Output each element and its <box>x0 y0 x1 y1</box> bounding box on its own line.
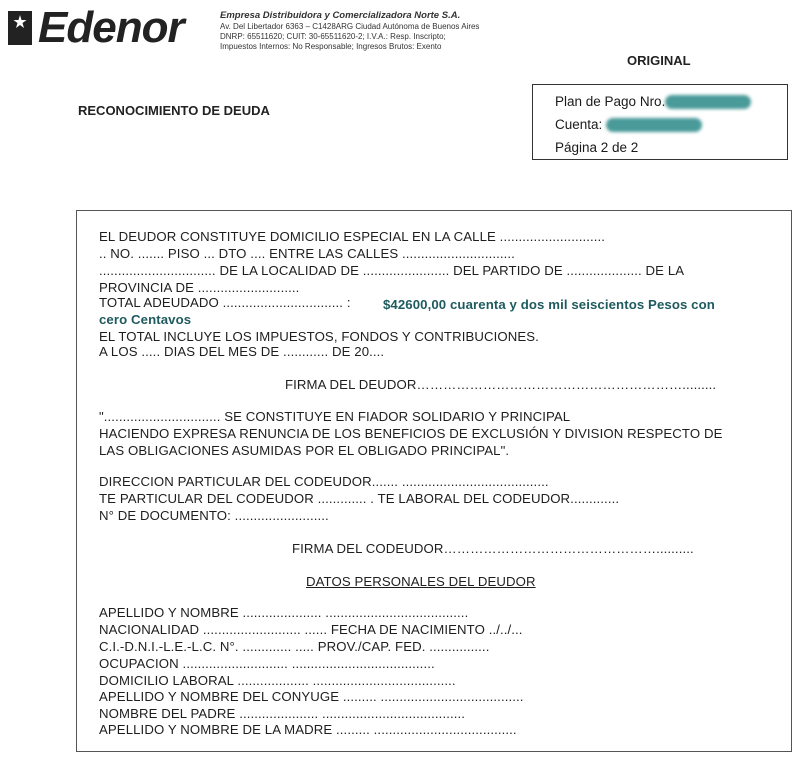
form-line: PROVINCIA DE ........................... <box>99 280 300 295</box>
total-owed-amount-cont: cero Centavos <box>99 312 192 327</box>
form-line: APELLIDO Y NOMBRE DEL CONYUGE ......... ...................................... <box>99 689 524 704</box>
copy-label: ORIGINAL <box>627 53 691 68</box>
company-tax-line-2: Impuestos Internos: No Responsable; Ingresos Brutos: Exento <box>220 42 442 51</box>
form-line: NOMBRE DEL PADRE ..................... ...................................... <box>99 706 466 721</box>
company-address: Av. Del Libertador 6363 – C1428ARG Ciudad Autónoma de Buenos Aires <box>220 22 480 31</box>
form-line: EL TOTAL INCLUYE LOS IMPUESTOS, FONDOS Y CONTRIBUCIONES. <box>99 329 539 344</box>
plan-number-label: Plan de Pago Nro. <box>555 94 666 109</box>
edenor-logo <box>8 3 184 52</box>
company-name: Empresa Distribuidora y Comercializadora Norte S.A. <box>220 10 461 21</box>
form-line: TE PARTICULAR DEL CODEUDOR ............. . TE LABORAL DEL CODEUDOR............. <box>99 491 620 506</box>
form-line: "............................... SE CONSTITUYE EN FIADOR SOLIDARIO Y PRINCIPAL <box>99 409 571 424</box>
total-owed-amount: $42600,00 cuarenta y dos mil seiscientos Pesos con <box>383 297 715 312</box>
form-line: DOMICILIO LABORAL ................... ...................................... <box>99 673 456 688</box>
form-line: APELLIDO Y NOMBRE ..................... ...................................... <box>99 605 469 620</box>
form-line: ............................... DE LA LOCALIDAD DE ....................... DEL PARTIDO DE .................... DE LA <box>99 263 685 278</box>
form-line: A LOS ..... DIAS DEL MES DE ............ DE 20.... <box>99 344 385 359</box>
plan-info-box <box>532 84 788 160</box>
form-line: LAS OBLIGACIONES ASUMIDAS POR EL OBLIGADO PRINCIPAL". <box>99 443 510 458</box>
form-line: OCUPACION ............................ ...................................... <box>99 656 435 671</box>
form-line: DIRECCION PARTICULAR DEL CODEUDOR....... ....................................... <box>99 474 549 489</box>
form-line: EL DEUDOR CONSTITUYE DOMICILIO ESPECIAL EN LA CALLE ............................ <box>99 229 606 244</box>
codebtor-signature-line: FIRMA DEL CODEUDOR………………………………………….......... <box>292 541 694 556</box>
document-title: RECONOCIMIENTO DE DEUDA <box>78 103 270 118</box>
company-tax-line-1: DNRP: 65511620; CUIT: 30-65511620-2; I.V.A.: Resp. Inscripto; <box>220 32 446 41</box>
form-line: C.I.-D.N.I.-L.E.-L.C. N°. ............. ..... PROV./CAP. FED. ................ <box>99 639 490 654</box>
page-number: Página 2 de 2 <box>555 140 639 155</box>
redacted-account-number <box>606 118 702 132</box>
plan-number-row <box>555 90 787 113</box>
company-info <box>220 10 479 52</box>
redacted-plan-number <box>665 95 751 109</box>
form-line: .. NO. ....... PISO ... DTO .... ENTRE LAS CALLES .............................. <box>99 246 515 261</box>
logo-star-icon <box>8 11 32 45</box>
total-owed-label: TOTAL ADEUDADO ................................ : <box>99 295 351 310</box>
debt-acknowledgement-form <box>76 210 792 752</box>
logo-text: Edenor <box>38 3 184 52</box>
debtor-signature-line: FIRMA DEL DEUDOR……………………………………………………......... <box>285 377 717 392</box>
form-line: HACIENDO EXPRESA RENUNCIA DE LOS BENEFICIOS DE EXCLUSIÓN Y DIVISION RESPECTO DE <box>99 426 723 441</box>
personal-data-heading: DATOS PERSONALES DEL DEUDOR <box>306 574 536 589</box>
account-label: Cuenta: <box>555 117 603 132</box>
form-line: NACIONALIDAD .......................... ...... FECHA DE NACIMIENTO ../../... <box>99 622 523 637</box>
form-line: APELLIDO Y NOMBRE DE LA MADRE ......... ...................................... <box>99 722 517 737</box>
form-line: N° DE DOCUMENTO: ......................... <box>99 508 329 523</box>
account-row <box>555 113 787 136</box>
